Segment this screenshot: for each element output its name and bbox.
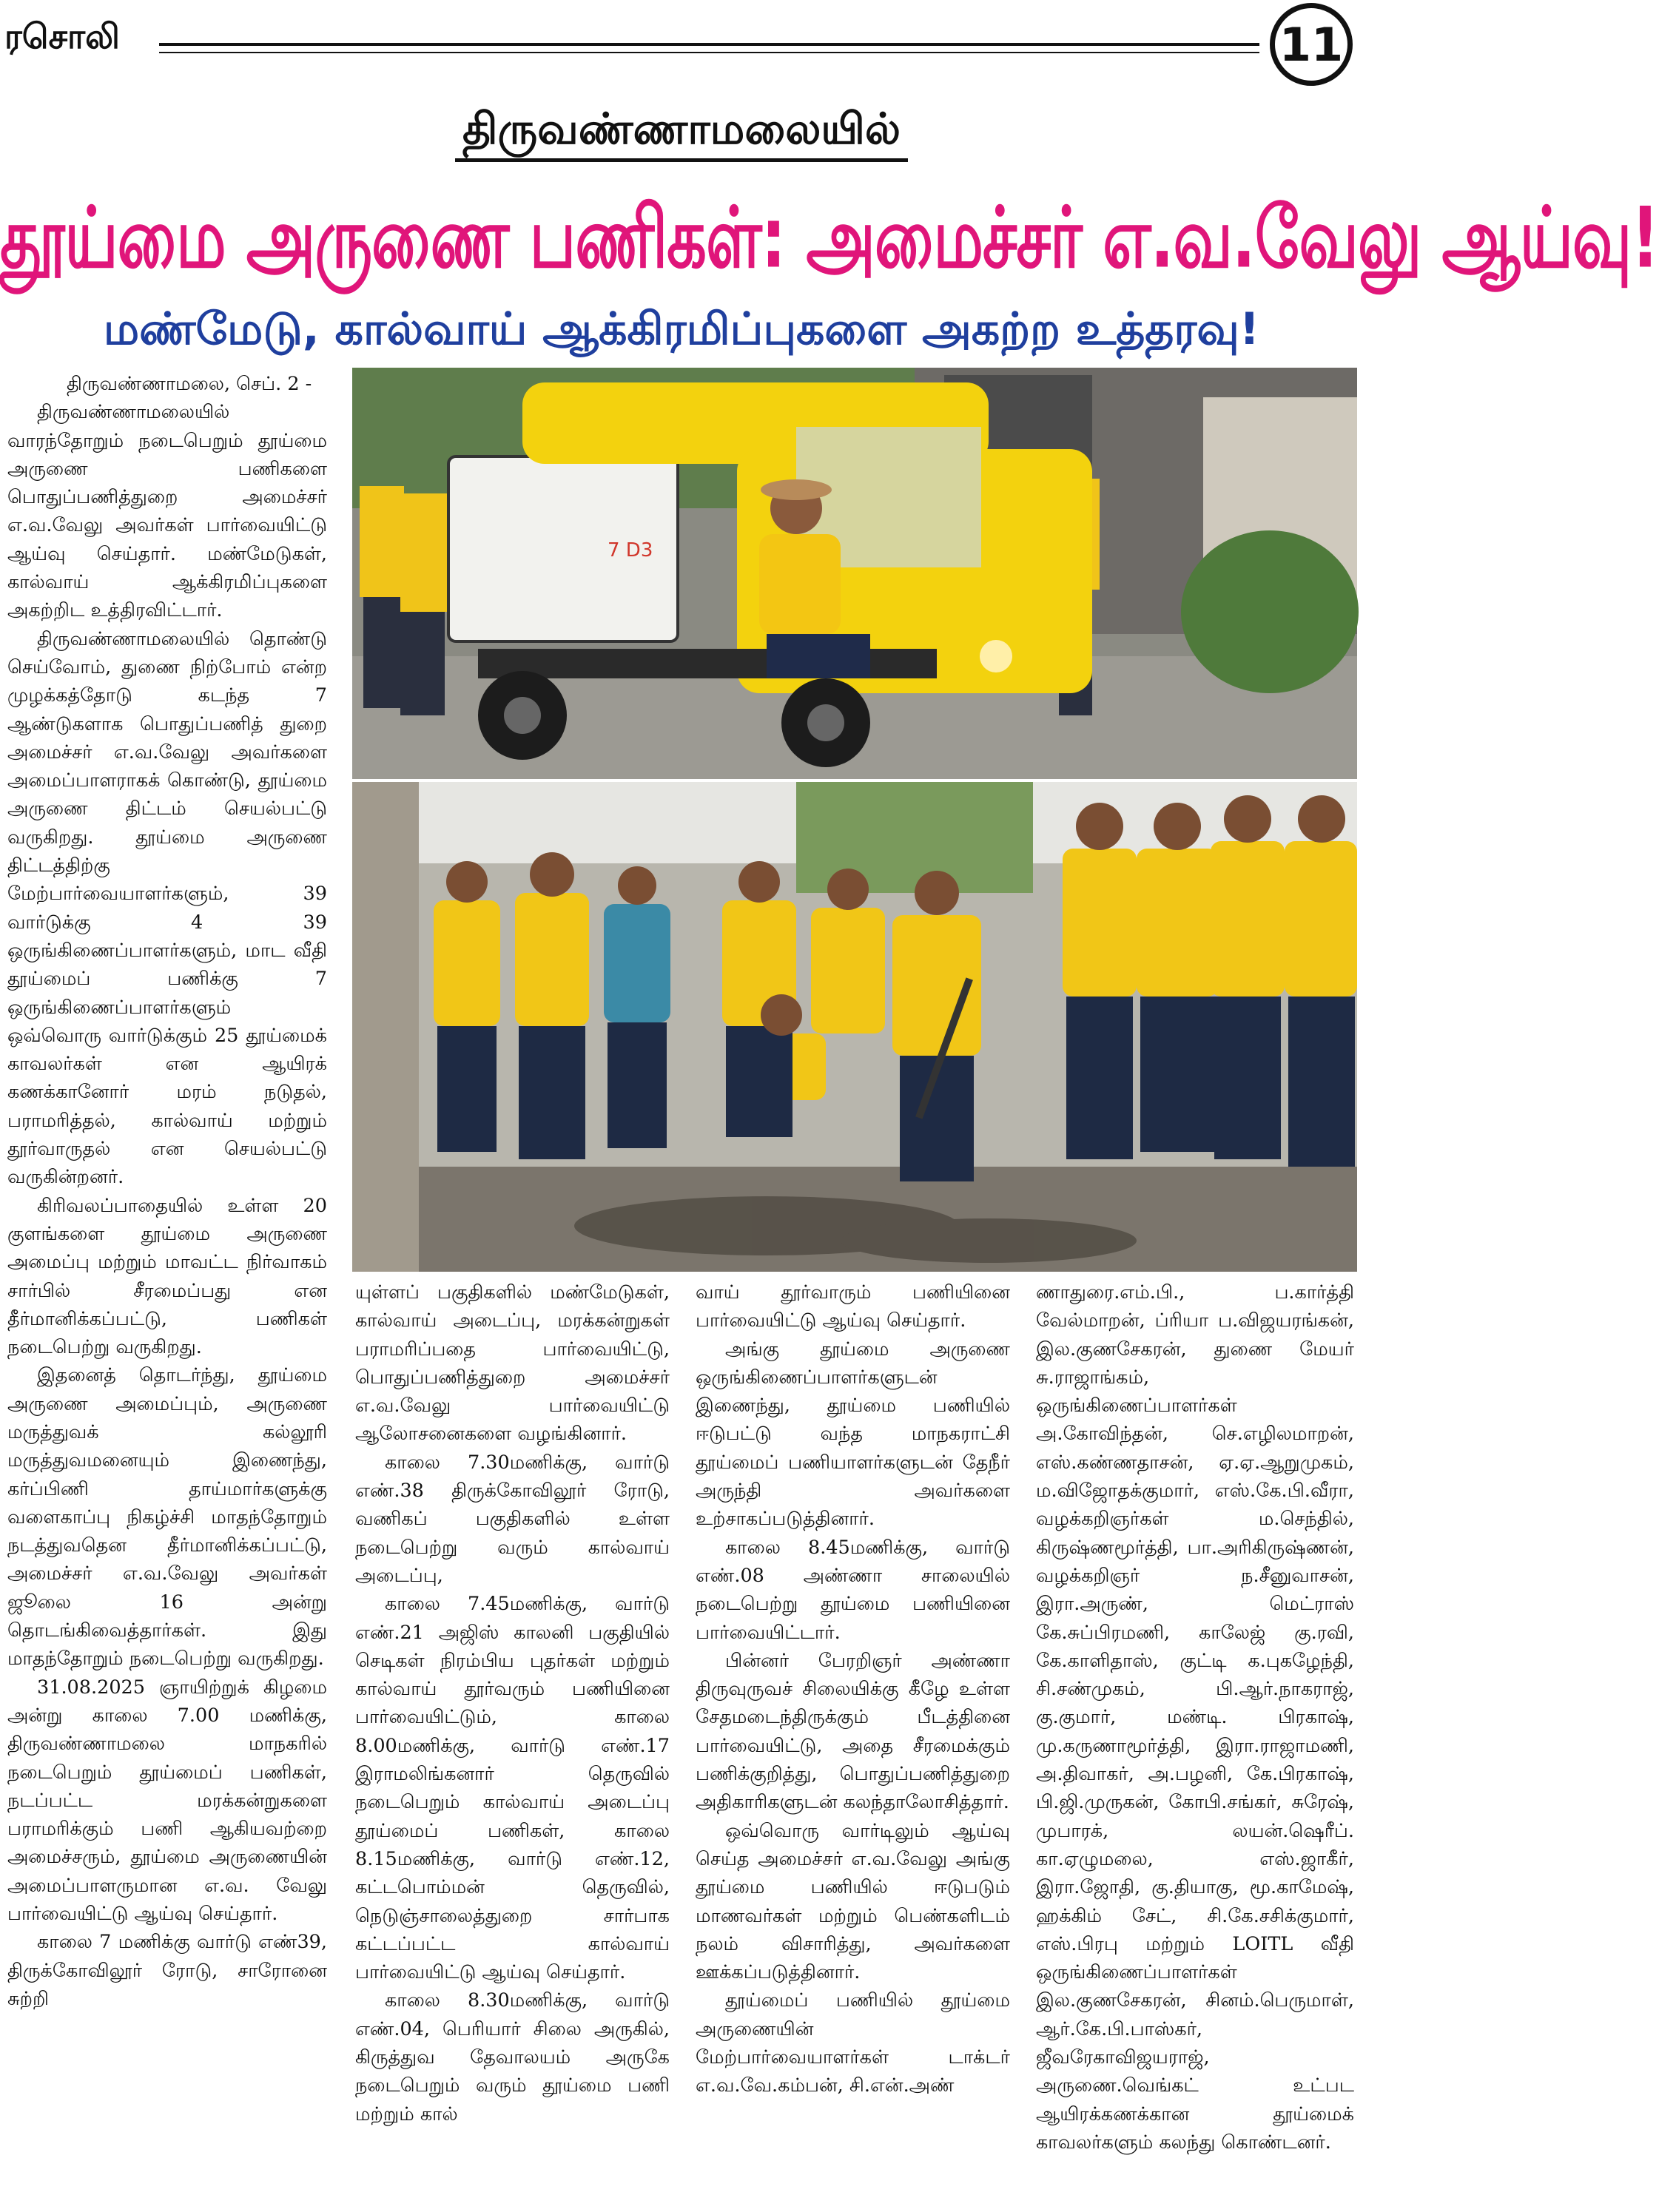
headline: தூய்மை அருணை பணிகள்: அமைச்சர் எ.வ.வேலு ஆய்வு! bbox=[0, 189, 1659, 287]
kicker bbox=[0, 104, 1363, 160]
paragraph: தூய்மைப் பணியில் தூய்மை அருணையின் மேற்பார்வையாளர்கள் டாக்டர் எ.வ.வே.கம்பன், சி.என்.அண் bbox=[696, 1989, 1010, 2097]
paragraph: காலை 7.45மணிக்கு, வார்டு எண்.21 அஜிஸ் காலனி பகுதியில் செடிகள் நிரம்பிய புதர்கள் மற்றும் கால்வாய் தூர்வரும் பணியினை பார்வையிட்டும், காலை 8.00மணிக்கு, வார்டு எண்.17 இராமலிங்கனார் தெருவில் நடைபெறும் கால்வாய் அடைப்பு தூய்மைப் பணிகள், காலை 8.15மணிக்கு, வார்டு எண்.12, கட்டபொம்மன் தெருவில், நெடுஞ்சாலைத்துறை சார்பாக கட்டப்பட்ட கால்வாய் பார்வையிட்டு ஆய்வு செய்தார். bbox=[355, 1593, 670, 1984]
dateline: திருவண்ணாமலை, செப். 2 - bbox=[67, 373, 312, 395]
masthead-rule bbox=[159, 43, 1259, 46]
paragraph: காலை 7 மணிக்கு வார்டு எண்39, திருக்கோவிலூர் ரோடு, சாரோனை சுற்றி bbox=[7, 1931, 327, 2010]
kicker-text: திருவண்ணாமலையில் bbox=[455, 104, 908, 162]
article-column-1 bbox=[7, 370, 327, 2205]
article-column-2 bbox=[355, 1278, 670, 2207]
paragraph: இதனைத் தொடர்ந்து, தூய்மை அருணை அமைப்பும், அருணை மருத்துவக் கல்லூரி மருத்துவமனையும் இணைந்து, கர்ப்பிணி தாய்மார்களுக்கு வளைகாப்பு நிகழ்ச்சி மாதந்தோறும் நடத்துவதென தீர்மானிக்கப்பட்டு, அமைச்சர் எ.வ.வேலு அவர்கள் ஜூலை 16 அன்று தொடங்கிவைத்தார்கள். இது மாதந்தோறும் நடைபெற்று வருகிறது. bbox=[7, 1364, 327, 1670]
paragraph: யுள்ளப் பகுதிகளில் மண்மேடுகள், கால்வாய் அடைப்பு, மரக்கன்றுகள் பராமரிப்பதை பார்வையிட்டு, பொதுப்பணித்துறை அமைச்சர் எ.வ.வேலு பார்வையிட்டு ஆலோசனைகளை வழங்கினார். bbox=[355, 1281, 670, 1446]
photo-vehicle-inspection bbox=[352, 368, 1357, 779]
vehicle-label: 7 D3 bbox=[608, 539, 653, 562]
paragraph: காலை 8.30மணிக்கு, வார்டு எண்.04, பெரியார் சிலை அருகில், கிருத்துவ தேவாலயம் அருகே நடைபெறும் வரும் தூய்மை பணி மற்றும் கால் bbox=[355, 1989, 670, 2125]
subheadline: மண்மேடு, கால்வாய் ஆக்கிரமிப்புகளை அகற்ற உத்தரவு! bbox=[103, 303, 1260, 355]
paragraph: காலை 8.45மணிக்கு, வார்டு எண்.08 அண்ணா சாலையில் நடைபெற்று தூய்மை பணியினை பார்வையிட்டார். bbox=[696, 1536, 1010, 1644]
article-column-4 bbox=[1036, 1278, 1354, 2207]
paragraph: ணாதுரை.எம்.பி., ப.கார்த்தி வேல்மாறன், ப்ரியா ப.விஜயரங்கன், இல.குணசேகரன், துணை மேயர் சு.ராஜாங்கம், ஒருங்கிணைப்பாளர்கள் அ.கோவிந்தன், செ.எழிலமாறன், எஸ்.கண்ணதாசன், ஏ.ஏ.ஆறுமுகம், ம.விஜோதக்குமார், எஸ்.கே.பி.வீரா, வழக்கறிஞர்கள் ம.செந்தில், கிருஷ்ணமூர்த்தி, பா.அரிகிருஷ்ணன், வழக்கறிஞர் ந.சீனுவாசன், இரா.அருண், மெட்ராஸ் கே.சுப்பிரமணி, காலேஜ் கு.ரவி, கே.காளிதாஸ், குட்டி க.புகழேந்தி, சி.சண்முகம், பி.ஆர்.நாகராஜ், கு.குமார், மண்டி. பிரகாஷ், மு.கருணாமூர்த்தி, இரா.ராஜாமணி, அ.திவாகர், அ.பழனி, கே.பிரகாஷ், பி.ஜி.முருகன், கோபி.சங்கர், சுரேஷ், முபாரக், லயன்.ஷெரீப். கா.ஏழுமலை, எஸ்.ஜாகீர், இரா.ஜோதி, கு.தியாகு, மூ.காமேஷ், ஹக்கிம் சேட், சி.கே.சசிக்குமார், எஸ்.பிரபு மற்றும் LOITL வீதி ஒருங்கிணைப்பாளர்கள் இல.குணசேகரன், சினம்.பெருமாள், ஆர்.கே.பி.பாஸ்கர், ஜீவரேகாவிஜயராஜ், அருணை.வெங்கட் உட்பட ஆயிரக்கணக்கான தூய்மைக் காவலர்களும் கலந்து கொண்டனர். bbox=[1036, 1281, 1354, 2154]
paragraph: 31.08.2025 ஞாயிற்றுக் கிழமை அன்று காலை 7.00 மணிக்கு, திருவண்ணாமலை மாநகரில் நடைபெறும் தூய்மைப் பணிகள், நடப்பட்ட மரக்கன்றுகளை பராமரிக்கும் பணி ஆகியவற்றை அமைச்சரும், தூய்மை அருணையின் அமைப்பாளருமான எ.வ. வேலு பார்வையிட்டு ஆய்வு செய்தார். bbox=[7, 1676, 327, 1926]
paragraph: காலை 7.30மணிக்கு, வார்டு எண்.38 திருக்கோவிலூர் ரோடு, வணிகப் பகுதிகளில் உள்ள நடைபெற்று வரும் கால்வாய் அடைப்பு, bbox=[355, 1451, 670, 1587]
page-number-badge: 11 bbox=[1270, 3, 1353, 86]
article-column-3 bbox=[696, 1278, 1010, 2207]
paragraph: கிரிவலப்பாதையில் உள்ள 20 குளங்களை தூய்மை அருணை அமைப்பு மற்றும் மாவட்ட நிர்வாகம் சார்பில் சீரமைப்பது என தீர்மானிக்கப்பட்டு, பணிகள் நடைபெற்று வருகிறது. bbox=[7, 1194, 327, 1359]
masthead bbox=[0, 0, 1363, 96]
photo-drain-clearing bbox=[352, 782, 1357, 1272]
paragraph: திருவண்ணாமலையில் வாரந்தோறும் நடைபெறும் தூய்மை அருணை பணிகளை பொதுப்பணித்துறை அமைச்சர் எ.வ.வேலு அவர்கள் பார்வையிட்டு ஆய்வு செய்தார். மண்மேடுகள், கால்வாய் ஆக்கிரமிப்புகளை அகற்றிட உத்திரவிட்டார். bbox=[7, 401, 327, 622]
paragraph: பின்னர் பேரறிஞர் அண்ணா திருவுருவச் சிலையிக்கு கீழே உள்ள சேதமடைந்திருக்கும் பீடத்தினை பார்வையிட்டு, அதை சீரமைக்கும் பணிக்குறித்து, பொதுப்பணித்துறை அதிகாரிகளுடன் கலந்தாலோசித்தார். bbox=[696, 1649, 1010, 1814]
paragraph: திருவண்ணாமலையில் தொண்டு செய்வோம், துணை நிற்போம் என்ற முழக்கத்தோடு கடந்த 7 ஆண்டுகளாக பொதுப்பணித் துறை அமைச்சர் எ.வ.வேலு அவர்களை அமைப்பாளராகக் கொண்டு, தூய்மை அருணை திட்டம் செயல்பட்டு வருகிறது. தூய்மை அருணை திட்டத்திற்கு மேற்பார்வையாளர்களும், 39 வார்டுக்கு 4 39 ஒருங்கிணைப்பாளர்களும், மாட வீதி தூய்மைப் பணிக்கு 7 ஒருங்கிணைப்பாளர்களும் ஒவ்வொரு வார்டுக்கும் 25 தூய்மைக் காவலர்கள் என ஆயிரக் கணக்கானோர் மரம் நடுதல், பராமரித்தல், கால்வாய் மற்றும் தூர்வாருதல் என செயல்பட்டு வருகின்றனர். bbox=[7, 627, 327, 1189]
newspaper-name: ரசொலி bbox=[4, 16, 120, 56]
paragraph: ஒவ்வொரு வார்டிலும் ஆய்வு செய்த அமைச்சர் எ.வ.வேலு அங்கு தூய்மை பணியில் ஈடுபடும் மாணவர்கள் மற்றும் பெண்களிடம் நலம் விசாரித்து, அவர்களை ஊக்கப்படுத்தினார். bbox=[696, 1819, 1010, 1984]
masthead-rule-thin bbox=[159, 52, 1259, 53]
paragraph: அங்கு தூய்மை அருணை ஒருங்கிணைப்பாளர்களுடன் இணைந்து, தூய்மை பணியில் ஈடுபட்டு வந்த மாநகராட்சி தூய்மைப் பணியாளர்களுடன் தேநீர் அருந்தி அவர்களை உற்சாகப்படுத்தினார். bbox=[696, 1338, 1010, 1531]
paragraph: வாய் தூர்வாரும் பணியினை பார்வையிட்டு ஆய்வு செய்தார். bbox=[696, 1281, 1010, 1332]
